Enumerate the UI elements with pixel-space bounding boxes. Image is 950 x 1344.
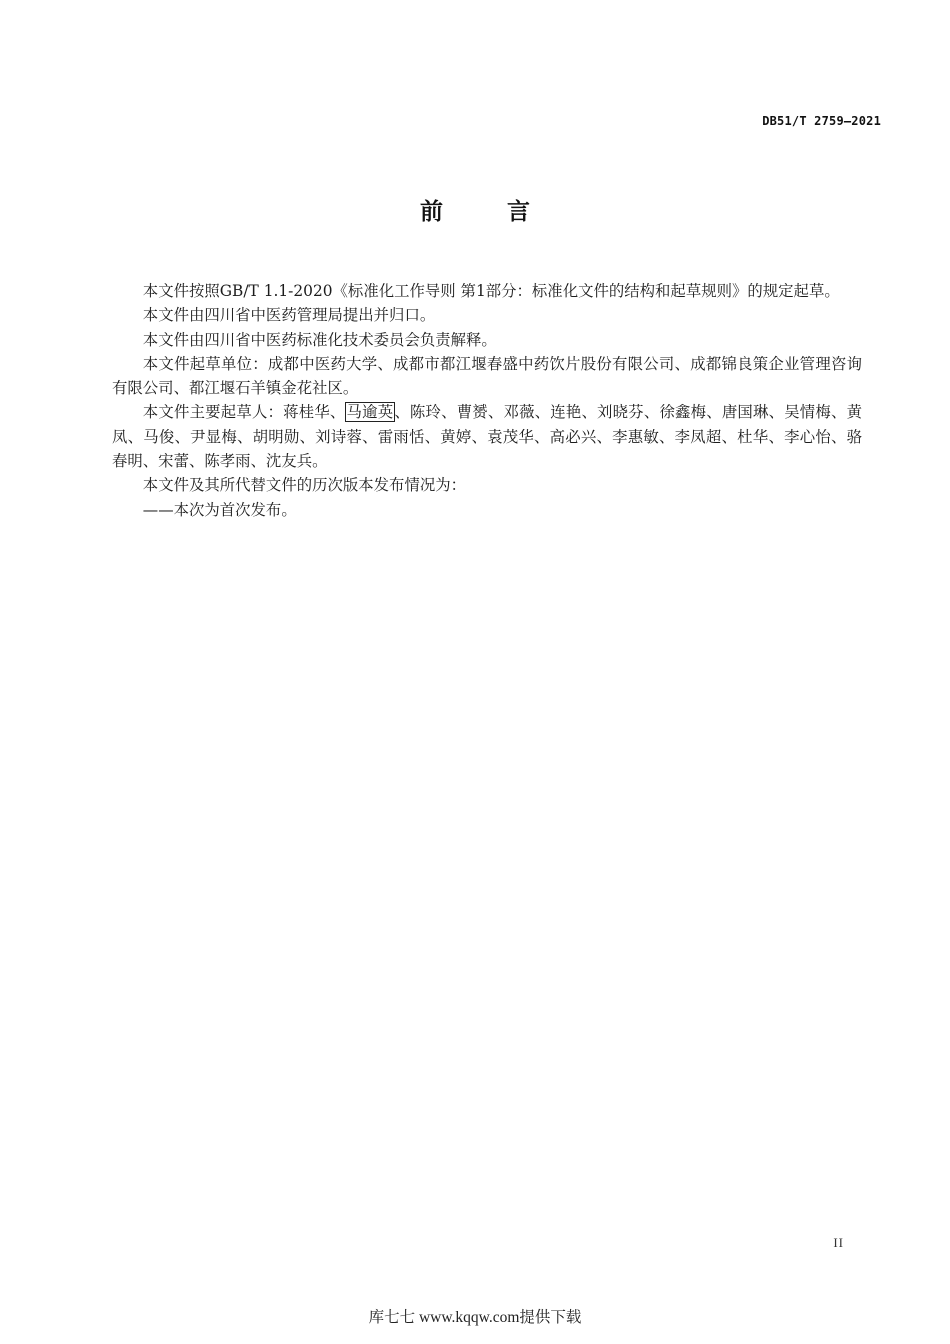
drafters-prefix: 本文件主要起草人：蒋桂华、: [142, 403, 346, 422]
page-title: [0, 193, 950, 226]
drafters-list: 、陈玲、曹赟、邓薇、连艳、刘晓芬、徐鑫梅、唐国琳、吴情梅、黄凤、马俊、尹显梅、胡明勋、刘诗蓉、雷雨恬、黄婷、袁茂华、高必兴、李惠敏、李凤超、杜华、李心怡、骆春明、宋蕾、陈孝雨、沈友兵。: [112, 403, 862, 471]
foreword-body: [112, 279, 862, 522]
paragraph-interpreter: 本文件由四川省中医药标准化技术委员会负责解释。: [142, 330, 497, 349]
page-number: II: [833, 1235, 844, 1250]
paragraph-drafting-units: 本文件起草单位：成都中医药大学、成都市都江堰春盛中药饮片股份有限公司、成都锦良策企业管理咨询有限公司、都江堰石羊镇金花社区。: [112, 354, 862, 398]
paragraph-drafting-rules: 本文件按照GB/T 1.1-2020《标准化工作导则 第1部分：标准化文件的结构和起草规则》的规定起草。: [142, 282, 840, 300]
download-watermark: 库七七 www.kqqw.com提供下载: [368, 1309, 582, 1326]
paragraph-proposer: 本文件由四川省中医药管理局提出并归口。: [142, 306, 436, 325]
title-char-2: 言: [507, 199, 530, 225]
title-char-1: 前: [420, 199, 443, 225]
paragraph-drafters: [112, 400, 862, 473]
paragraph-version-history: 本文件及其所代替文件的历次版本发布情况为：: [142, 476, 467, 495]
document-code: DB51/T 2759—2021: [762, 114, 881, 128]
highlighted-drafter-name: 马逾英: [346, 403, 394, 422]
paragraph-first-release: ——本次为首次发布。: [142, 500, 297, 519]
